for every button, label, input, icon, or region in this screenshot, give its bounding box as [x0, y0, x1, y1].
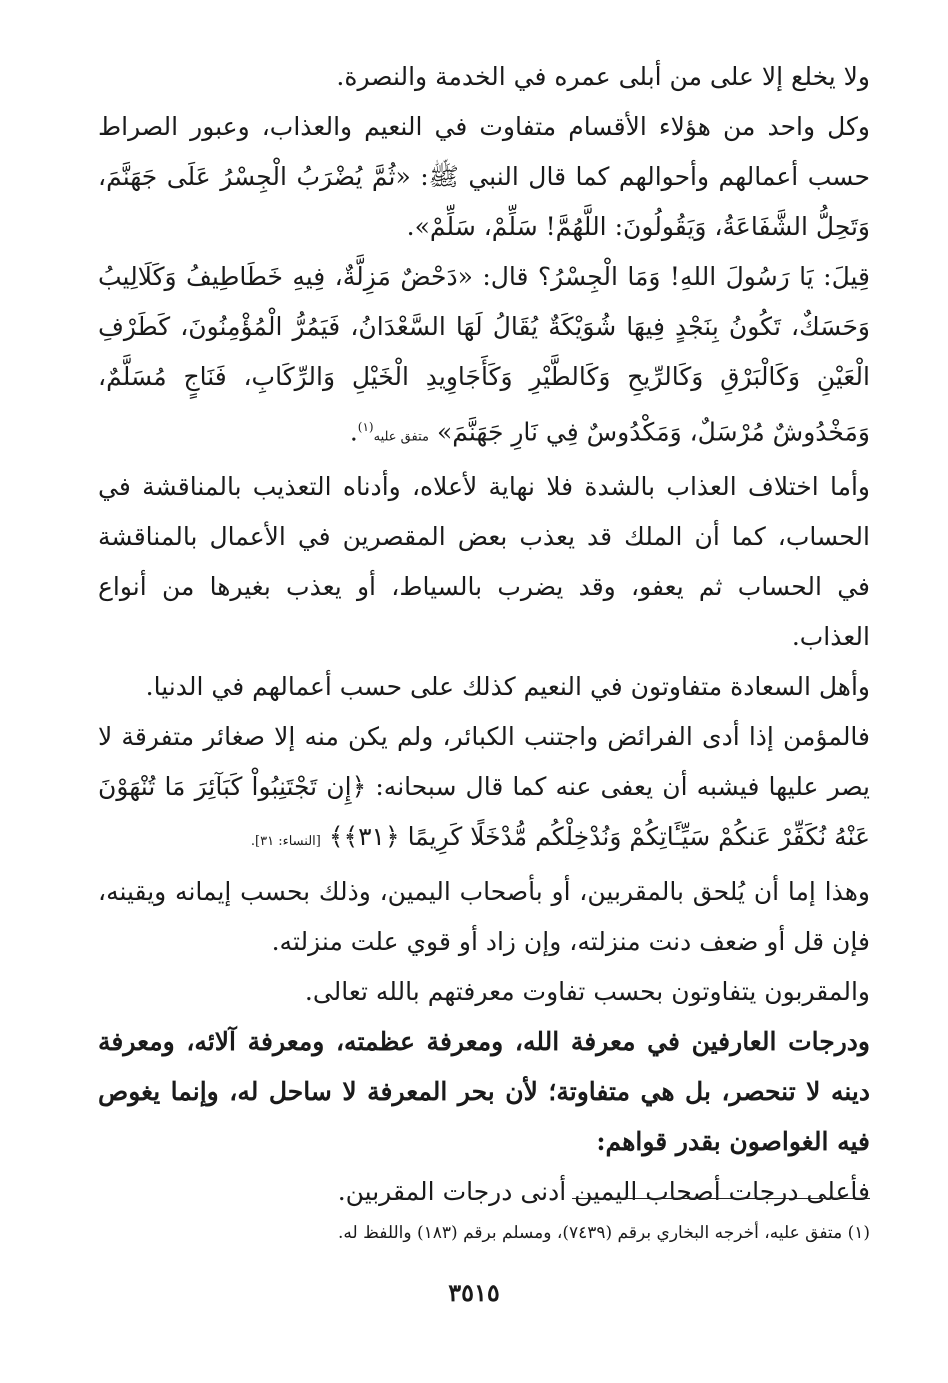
verse-reference: [النساء: ٣١].: [250, 834, 321, 850]
paragraph-2: وكل واحد من هؤلاء الأقسام متفاوت في النعيم والعذاب، وعبور الصراط حسب أعمالهم وأحوالهم كما قال النبي ﷺ: «ثُمَّ يُضْرَبُ الْجِسْرُ عَلَى جَهَنَّمَ، وَتَحِلُّ الشَّفَاعَةُ، وَيَقُولُونَ: اللَّهُمَّ! سَلِّمْ، سَلِّمْ».: [98, 112, 870, 241]
page-number: ٣٥١٥: [448, 1278, 500, 1307]
paragraph-3: قِيلَ: يَا رَسُولَ اللهِ! وَمَا الْجِسْرُ؟ قال: «دَحْضٌ مَزِلَّةٌ، فِيهِ خَطَاطِيفُ وَكَلَالِيبُ وَحَسَكٌ، تَكُونُ بِنَجْدٍ فِيهَا شُوَيْكَةٌ يُقَالُ لَهَا السَّعْدَانُ، فَيَمُرُّ الْمُؤْمِنُونَ، كَطَرْفِ الْعَيْنِ وَكَالْبَرْقِ وَكَالرِّيحِ وَكَالطَّيْرِ وَكَأَجَاوِيدِ الْخَيْلِ وَالرِّكَابِ، فَنَاجٍ مُسَلَّمٌ، وَمَخْدُوشٌ مُرْسَلٌ، وَمَكْدُوسٌ فِي نَارِ جَهَنَّمَ» متفق عليه$^{(١)}$.: [98, 262, 870, 447]
paragraph-8: والمقربون يتفاوتون بحسب تفاوت معرفتهم بالله تعالى.: [304, 977, 870, 1007]
verse-text: فالمؤمن إذا أدى الفرائض واجتنب الكبائر، ولم يكن منه إلا صغائر متفرقة لا يصر عليها فيشبه أن يعفى عنه كما قال سبحانه: ﴿إِن تَجْتَنِبُواْ كَبَآئِرَ مَا تُنْهَوْنَ عَنْهُ نُكَفِّرْ عَنكُمْ سَيِّـَٔاتِكُمْ وَنُدْخِلْكُم مُّدْخَلًا كَرِيمًا ﴿٣١﴾﴾: [98, 722, 870, 852]
paragraph-7: وهذا إما أن يُلحق بالمقربين، أو بأصحاب اليمين، وذلك بحسب إيمانه ويقينه، فإن قل أو ضعف دنت منزلته، وإن زاد أو قوي علت منزلته.: [98, 877, 870, 957]
paragraph-5: وأهل السعادة متفاوتون في النعيم كذلك على حسب أعمالهم في الدنيا.: [145, 672, 870, 702]
footnote: (١) متفق عليه، أخرجه البخاري برقم (٧٤٣٩)، ومسلم برقم (١٨٣) واللفظ له.: [338, 1223, 870, 1243]
paragraph-4: وأما اختلاف العذاب بالشدة فلا نهاية لأعلاه، وأدناه التعذيب بالمناقشة في الحساب، كما أن الملك قد يعذب بعض المقصرين في الأعمال بالمناقشة في الحساب ثم يعفو، وقد يضرب بالسياط، أو يعذب بغيرها من أنواع العذاب.: [98, 472, 871, 652]
paragraph-1: ولا يخلع إلا على من أبلى عمره في الخدمة والنصرة.: [336, 62, 870, 91]
main-text: [98, 52, 870, 1217]
paragraph-10: فأعلى درجات أصحاب اليمين أدنى درجات المقربين.: [337, 1177, 870, 1207]
hadith-text: قِيلَ: يَا رَسُولَ اللهِ! وَمَا الْجِسْرُ؟ قال: «دَحْضٌ مَزِلَّةٌ، فِيهِ خَطَاطِيفُ وَكَلَالِيبُ وَحَسَكٌ، تَكُونُ بِنَجْدٍ فِيهَا شُوَيْكَةٌ يُقَالُ لَهَا السَّعْدَانُ، فَيَمُرُّ الْمُؤْمِنُونَ، كَطَرْفِ الْعَيْنِ وَكَالْبَرْقِ وَكَالرِّيحِ وَكَالطَّيْرِ وَكَأَجَاوِيدِ الْخَيْلِ وَالرِّكَابِ، فَنَاجٍ مُسَلَّمٌ، وَمَخْدُوشٌ مُرْسَلٌ، وَمَكْدُوسٌ فِي نَارِ جَهَنَّمَ»: [98, 262, 870, 447]
paragraph-9: ودرجات العارفين في معرفة الله، ومعرفة عظمته، ومعرفة آلائه، ومعرفة دينه لا تنحصر، بل هي متفاوتة؛ لأن بحر المعرفة لا ساحل له، وإنما يغوص فيه الغواصون بقدر قواهم:: [98, 1027, 870, 1157]
footnote-marker: (١): [357, 420, 374, 434]
paragraph-6: [98, 712, 870, 867]
footnote-divider: [572, 1198, 870, 1199]
hadith-reference: متفق عليه: [373, 429, 429, 445]
